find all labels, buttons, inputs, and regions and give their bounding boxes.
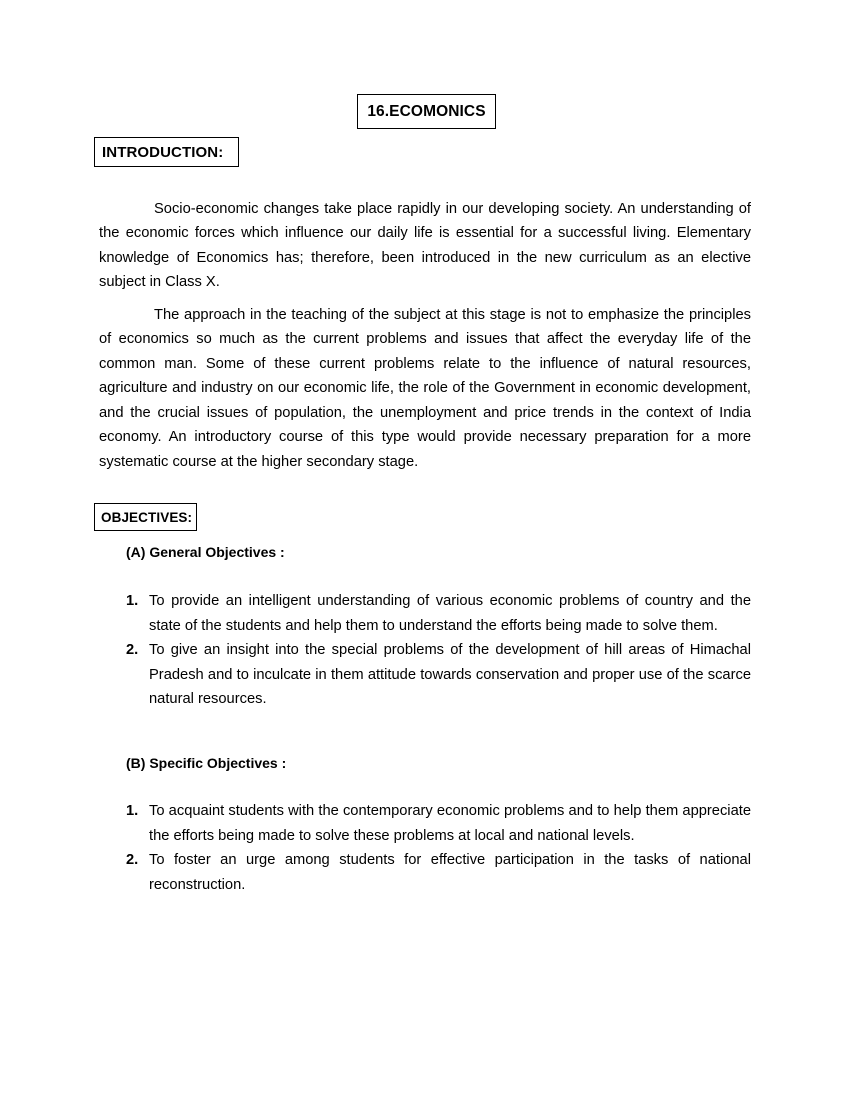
section-heading-introduction: INTRODUCTION: [94, 137, 239, 167]
list-item [126, 638, 751, 712]
list-item-marker: 2. [126, 642, 139, 658]
page-title: 16.ECOMONICS [357, 94, 496, 129]
list-item [126, 799, 751, 848]
general-objectives-list [126, 589, 751, 712]
introduction-paragraph-2: The approach in the teaching of the subject at this stage is not to emphasize the principles of economics so much as the current problems and issues that affect the everyday life of the common man. Some of these current problems relate to the influence of natural resources, agriculture and industry on our economic life, the role of the Government in economic development, and the crucial issues of population, the unemployment and price trends in the context of India economy. An introductory course of this type would provide necessary preparation for a more systematic course at the higher secondary stage. [99, 306, 751, 470]
list-item-text: To acquaint students with the contemporary economic problems and to help them appreciate the efforts being made to solve these problems at local and national levels. [149, 803, 751, 844]
list-item [126, 589, 751, 638]
specific-objectives-list [126, 799, 751, 897]
subsection-heading-general-objectives: (A) General Objectives : [126, 544, 285, 560]
list-item [126, 848, 751, 897]
list-item-marker: 2. [126, 852, 139, 868]
section-heading-objectives: OBJECTIVES: [94, 503, 197, 531]
subsection-heading-specific-objectives: (B) Specific Objectives : [126, 755, 287, 771]
list-item-text: To foster an urge among students for effective participation in the tasks of national reconstruction. [149, 852, 751, 893]
introduction-paragraph-1: Socio-economic changes take place rapidly in our developing society. An understanding of the economic forces which influence our daily life is essential for a successful living. Elementary knowledge of Economics has; therefore, been introduced in the new curriculum as an elective subject in Class X. [99, 200, 751, 291]
list-item-marker: 1. [126, 803, 139, 819]
list-item-marker: 1. [126, 593, 139, 609]
list-item-text: To give an insight into the special problems of the development of hill areas of Himachal Pradesh and to inculcate in them attitude towards conservation and proper use of the scarce natural resources. [149, 642, 751, 707]
list-item-text: To provide an intelligent understanding of various economic problems of country and the state of the students and help them to understand the efforts being made to solve them. [149, 593, 751, 634]
